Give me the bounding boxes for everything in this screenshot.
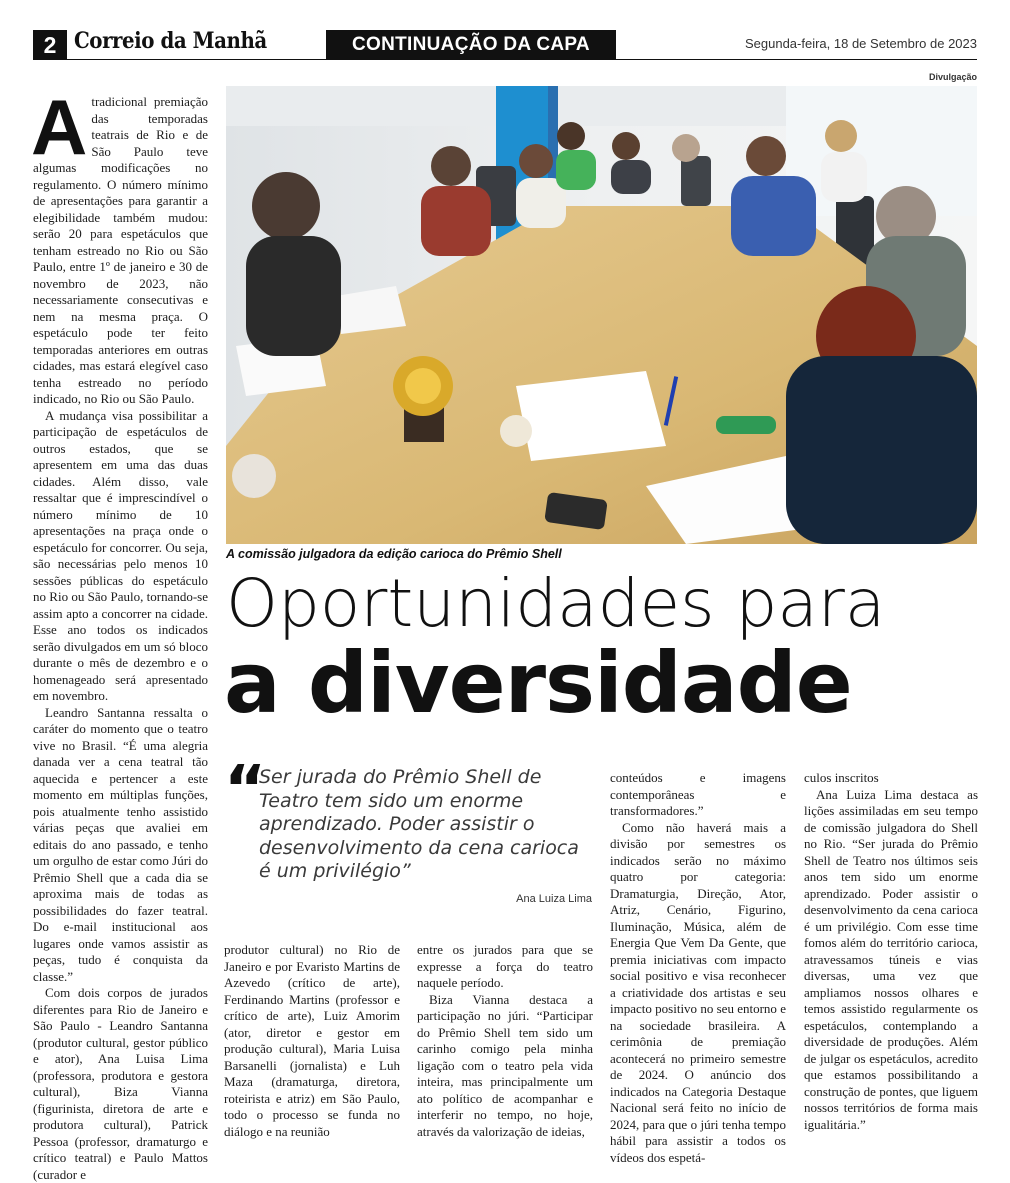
photo-credit: Divulgação <box>928 72 977 82</box>
paragraph: culos inscritos <box>804 770 879 785</box>
article-column-2 <box>224 942 400 1140</box>
headline-line-2: a diversidade <box>224 634 852 732</box>
paragraph: produtor cultural) no Rio de Janeiro e por Evaristo Martins de Azevedo (crítico de arte), Ferdinando Martins (professor e crítico de arte), Luiz Amorim (ator, diretor e gestor em produção cultural), Maria Luisa Barsanelli (jornalista) e Luh Maza (dramaturga, diretora, roteirista e atriz) em São Paulo, todo o processo se funda no diálogo e na reunião <box>224 942 400 1139</box>
jury-photo <box>226 86 977 544</box>
masthead-logo: Correio da Manhã <box>74 28 267 54</box>
paragraph: Com dois corpos de jurados diferentes para Rio de Janeiro e São Paulo - Leandro Santanna (produtor cultural, gestor público e ator), Ana Luisa Lima (professora, produtora e gestora cultural), Biza Vianna (figurinista, diretora de arte e produtora cultural), Patrick Pessoa (professor, dramaturgo e crítico teatral) e Paulo Mattos (curador e <box>33 985 208 1182</box>
section-label: CONTINUAÇÃO DA CAPA <box>326 30 616 59</box>
header-rule <box>33 59 977 60</box>
page-number: 2 <box>33 30 67 60</box>
article-column-4 <box>610 770 786 1166</box>
paragraph: Leandro Santanna ressalta o caráter do momento que o teatro vive no Brasil. “É uma alegria danada ver a cena teatral tão aquecida e pertencer a este momento em múltiplas funções, pois atualmente tenho assistido várias peças que avaliei em editais do ano passado, e tenho um orgulho de estar como Júri do Prêmio Shell que a cada dia se aproxima mais de todas as possibilidades do fazer teatral. Do e-mail institucional aos lugares onde vamos assistir as peças, tudo é conquista da classe.” <box>33 704 208 984</box>
pull-quote: Ser jurada do Prêmio Shell de Teatro tem sido um enorme aprendizado. Poder assistir o desenvolvimento da cena carioca é um privilégio” <box>259 766 579 882</box>
paragraph: entre os jurados para que se expresse a força do teatro naquele período. <box>417 942 593 990</box>
paragraph: Biza Vianna destaca a participação no júri. “Participar do Prêmio Shell tem sido um carinho comigo pela minha ligação com o teatro pela vida inteira, mas principalmente um ato político de acompanhar e interferir no tempo, no hoje, através da valorização de ideias, <box>417 991 593 1139</box>
issue-date: Segunda-feira, 18 de Setembro de 2023 <box>744 36 977 51</box>
quote-author: Ana Luiza Lima <box>516 893 592 905</box>
article-column-3 <box>417 942 593 1140</box>
headline-line-1: Oportunidades para <box>226 565 886 642</box>
quote-mark-icon: “ <box>224 753 267 827</box>
drop-cap: A <box>31 83 88 171</box>
paragraph: tradicional premiação das temporadas teatrais de Rio e de São Paulo teve algumas modificações no regulamento. O número mínimo de apresentações para garantir a elegibilidade também mudou: serão 20 para espetáculos que tenham estreado no Rio ou São Paulo, entre 1º de janeiro e 30 de novembro de 2023, não necessariamente consecutivas e nem na mesma praça. O espetáculo pode ter feito temporadas anteriores em outras cidades, mas estará elegível caso tenha estreado no período indicado, no Rio ou São Paulo. <box>33 94 208 406</box>
article-column-1 <box>31 83 208 1183</box>
article-column-5 <box>804 770 978 1133</box>
paragraph: A mudança visa possibilitar a participação de espetáculos de outros estados, que se apresentem em uma das duas cidades. Além disso, vale ressaltar que é imprescindível o número mínimo de 10 apresentações na praça onde o espetáculo for concorrer. Ou seja, são necessárias pelo menos 10 sessões públicas do espetáculo no Rio ou São Paulo, tornando-se assim apto a concorrer na cidade. Esse ano todos os indicados serão divulgados em um só bloco durante o mês de dezembro e o homenageado será apresentado em novembro. <box>33 407 208 703</box>
paragraph: conteúdos e imagens contemporâneas e transformadores.” <box>610 770 786 818</box>
photo-caption: A comissão julgadora da edição carioca do Prêmio Shell <box>226 547 562 561</box>
paragraph: Ana Luiza Lima destaca as lições assimiladas em seu tempo de comissão julgadora do Shell no Rio. “Ser jurada do Prêmio Shell de Teatro nos últimos seis anos tem sido um enorme aprendizado. Poder assistir o desenvolvimento da cena carioca é um privilégio. Com esse time fomos além do território carioca, atravessamos túneis e vias diversas, uma vez que ampliamos nossos olhares e temos assistido regularmente os espetáculos, contemplando a diversidade de produções. Além de julgar os espetáculos, acredito que estamos possibilitando a construção de pontes, que liguem nossos territórios de forma mais igualitária.” <box>804 786 978 1132</box>
paragraph: Como não haverá mais a divisão por semestres os indicados serão no máximo quatro por categoria: Dramaturgia, Direção, Ator, Atriz, Cenário, Figurino, Iluminação, Música, além de Energia Que Vem Da Gente, que premia iniciativas com impacto social positivo e visa reconhecer a criatividade dos artistas e seu impacto positivo no seu entorno e na sociedade brasileira. A cerimônia de premiação acontecerá no primeiro semestre de 2024. O anúncio dos indicados na Categoria Destaque Nacional será feito no início de 2024, para que o júri tenha tempo hábil para assistir a todos os vídeos dos espetá- <box>610 819 786 1165</box>
